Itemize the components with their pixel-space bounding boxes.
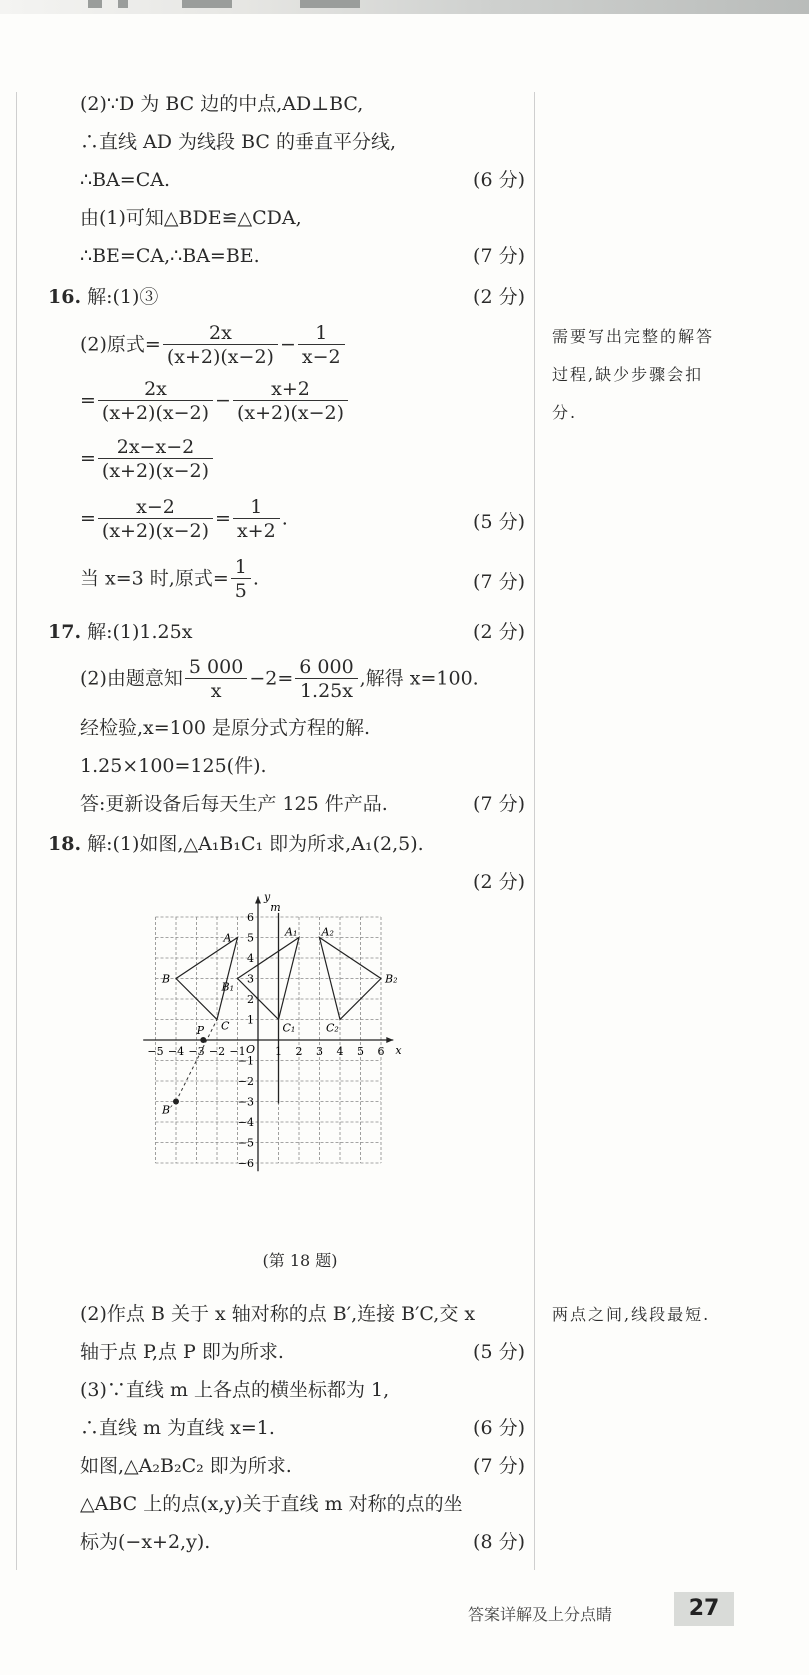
y-tick-label: 2 [247, 993, 254, 1006]
y-tick-label: 1 [247, 1013, 254, 1027]
q18-line5-text: 如图,△A₂B₂C₂ 即为所求. [80, 1455, 292, 1477]
operator: = [215, 507, 231, 530]
operator: = [80, 447, 96, 470]
numerator: 2x [163, 322, 278, 345]
q15-line3-text: ∴BA=CA. [80, 169, 170, 191]
page-number: 27 [674, 1592, 734, 1626]
denominator: 1.25x [299, 680, 353, 702]
y-tick-label: 6 [247, 911, 254, 924]
line-m-label: m [270, 900, 281, 914]
fraction [163, 322, 278, 369]
fraction [295, 656, 357, 703]
denominator: (x+2)(x−2) [101, 460, 210, 482]
denominator: x+2 [236, 520, 276, 542]
numerator: 1 [233, 496, 280, 519]
q16-final [80, 556, 525, 603]
q16-part1 [48, 283, 525, 311]
numerator: 6 000 [295, 656, 357, 679]
q15-line1: (2)∵D 为 BC 边的中点,AD⊥BC, [80, 93, 364, 115]
q16-part1-text: 解:(1)③ [87, 286, 159, 308]
y-tick-label: −3 [237, 1095, 254, 1109]
q17-line3: 经检验,x=100 是原分式方程的解. [80, 717, 371, 739]
point-label: A₂ [321, 925, 334, 939]
score: (5 分) [473, 511, 525, 533]
y-tick-label: −5 [237, 1136, 254, 1150]
q18-line7 [80, 1528, 525, 1556]
question-number: 16. [48, 286, 82, 308]
fraction [233, 378, 348, 425]
q15-line3 [80, 166, 525, 194]
denominator: 5 [234, 580, 247, 602]
operator: = [80, 389, 96, 412]
x-tick-label: −5 [147, 1045, 164, 1058]
score: (5 分) [473, 1341, 525, 1363]
q18-part1-text: 解:(1)如图,△A₁B₁C₁ 即为所求,A₁(2,5). [87, 833, 424, 855]
denominator: (x+2)(x−2) [101, 520, 210, 542]
y-tick-label: −2 [237, 1075, 254, 1088]
q17-part2-text: −2= [249, 667, 294, 690]
q18-line7-text: 标为(−x+2,y). [80, 1531, 211, 1553]
point-label: A₁ [285, 925, 298, 939]
figure-caption: (第 18 题) [262, 1251, 338, 1270]
side-note-line: 分. [552, 403, 578, 422]
point-label: B [162, 972, 171, 986]
denominator: (x+2)(x−2) [236, 402, 345, 424]
y-tick-label: −4 [237, 1116, 254, 1129]
fraction [185, 656, 247, 703]
q15-line2: ∴直线 AD 为线段 BC 的垂直平分线, [80, 131, 397, 153]
score: (7 分) [473, 793, 525, 815]
q17-line4: 1.25×100=125(件). [80, 755, 267, 777]
q16-step1 [80, 322, 525, 369]
point-Bprime [173, 1099, 179, 1105]
y-axis-label: y [264, 890, 271, 904]
numerator: 2x−x−2 [98, 436, 213, 459]
score: (2 分) [473, 286, 525, 308]
side-note-line: 需要写出完整的解答 [552, 327, 715, 346]
fraction [298, 322, 345, 369]
x-tick-label: −1 [229, 1045, 246, 1058]
operator: − [215, 389, 231, 412]
fraction [98, 436, 213, 483]
point-label: B₁ [221, 980, 234, 994]
q17-part2-text: ,解得 x=100. [359, 667, 479, 690]
q17-part2 [80, 656, 525, 703]
column-divider [534, 92, 535, 1570]
q17-line5-text: 答:更新设备后每天生产 125 件产品. [80, 793, 388, 815]
q15-line5 [80, 242, 525, 270]
denominator: x−2 [301, 346, 341, 368]
fraction [98, 378, 213, 425]
point-P [200, 1037, 206, 1043]
side-note-complete-process [552, 318, 752, 432]
q18-line4 [80, 1414, 525, 1442]
denominator: x [210, 680, 222, 702]
y-tick-label: 3 [247, 972, 254, 986]
y-tick-label: −1 [237, 1054, 254, 1068]
left-margin-line [16, 92, 17, 1570]
score: (8 分) [473, 1531, 525, 1553]
fraction [233, 496, 280, 543]
numerator: 2x [98, 378, 213, 401]
page-top-strip [0, 0, 809, 14]
q17-part1-text: 解:(1)1.25x [87, 621, 193, 643]
score: (7 分) [473, 245, 525, 267]
point-label: B′ [162, 1103, 173, 1117]
denominator: (x+2)(x−2) [166, 346, 274, 368]
question-number: 18. [48, 833, 82, 855]
q18-line2a: (2)作点 B 关于 x 轴对称的点 B′,连接 B′C,交 x [80, 1303, 476, 1325]
y-tick-label: −6 [237, 1157, 254, 1170]
score: (6 分) [473, 169, 525, 191]
score: (2 分) [473, 621, 525, 643]
q15-line5-text: ∴BE=CA,∴BA=BE. [80, 245, 260, 267]
point-label: P [196, 1024, 205, 1037]
x-axis-label: x [395, 1044, 402, 1057]
x-tick-label: 2 [295, 1045, 303, 1058]
score: (7 分) [473, 1455, 525, 1477]
y-tick-label: 5 [247, 931, 254, 945]
side-note-line: 过程,缺少步骤会扣 [552, 365, 704, 384]
x-tick-label: −4 [167, 1045, 185, 1058]
fraction [98, 496, 213, 543]
q16-step3 [80, 436, 525, 483]
q17-line5 [80, 790, 525, 818]
point-label: C₂ [326, 1021, 339, 1035]
period: . [281, 507, 288, 530]
side-note-shortest-segment: 两点之间,线段最短. [552, 1305, 711, 1324]
numerator: 1 [231, 556, 251, 579]
score: (7 分) [473, 571, 525, 593]
q18-line2b [80, 1338, 525, 1366]
x-tick-label: 6 [377, 1045, 385, 1058]
coordinate-graph [147, 890, 448, 1228]
numerator: x−2 [98, 496, 213, 519]
operator: − [279, 333, 296, 356]
numerator: 5 000 [185, 656, 247, 679]
question-number: 17. [48, 621, 82, 643]
point-label: C [221, 1019, 230, 1033]
x-tick-label: 4 [336, 1045, 344, 1058]
q15-line4: 由(1)可知△BDE≌△CDA, [80, 207, 302, 229]
q16-label: (2)原式= [80, 333, 161, 356]
point-label: A [223, 931, 232, 945]
x-tick-label: −3 [188, 1045, 205, 1058]
x-tick-label: 3 [316, 1045, 323, 1058]
footer-title: 答案详解及上分点睛 [468, 1605, 613, 1624]
x-tick-label: 1 [275, 1045, 282, 1058]
point-label: B₂ [385, 972, 398, 986]
denominator: (x+2)(x−2) [101, 402, 210, 424]
q16-step2 [80, 378, 525, 425]
numerator: 1 [298, 322, 345, 345]
score: (6 分) [473, 1417, 525, 1439]
q16-final-text: 当 x=3 时,原式= [80, 567, 229, 590]
x-axis-arrow [386, 1037, 393, 1043]
q17-part2-text: (2)由题意知 [80, 667, 183, 690]
operator: = [80, 507, 96, 530]
q18-line4-text: ∴直线 m 为直线 x=1. [80, 1417, 275, 1439]
q18-line2b-text: 轴于点 P,点 P 即为所求. [80, 1341, 284, 1363]
q18-line5 [80, 1452, 525, 1480]
origin-label: O [246, 1043, 256, 1056]
period: . [252, 567, 259, 590]
fraction [231, 556, 251, 603]
x-tick-label: 5 [357, 1045, 364, 1058]
numerator: x+2 [233, 378, 348, 401]
q18-part1 [48, 830, 525, 858]
point-label: C₁ [282, 1021, 296, 1035]
q18-line3: (3)∵直线 m 上各点的横坐标都为 1, [80, 1379, 390, 1401]
score: (2 分) [473, 871, 525, 893]
y-tick-label: 4 [247, 952, 254, 965]
q16-step4 [80, 496, 525, 543]
q17-part1 [48, 618, 525, 646]
q18-line6: △ABC 上的点(x,y)关于直线 m 对称的点的坐 [80, 1493, 463, 1515]
x-tick-label: −2 [208, 1045, 226, 1058]
y-axis-arrow [255, 897, 261, 904]
